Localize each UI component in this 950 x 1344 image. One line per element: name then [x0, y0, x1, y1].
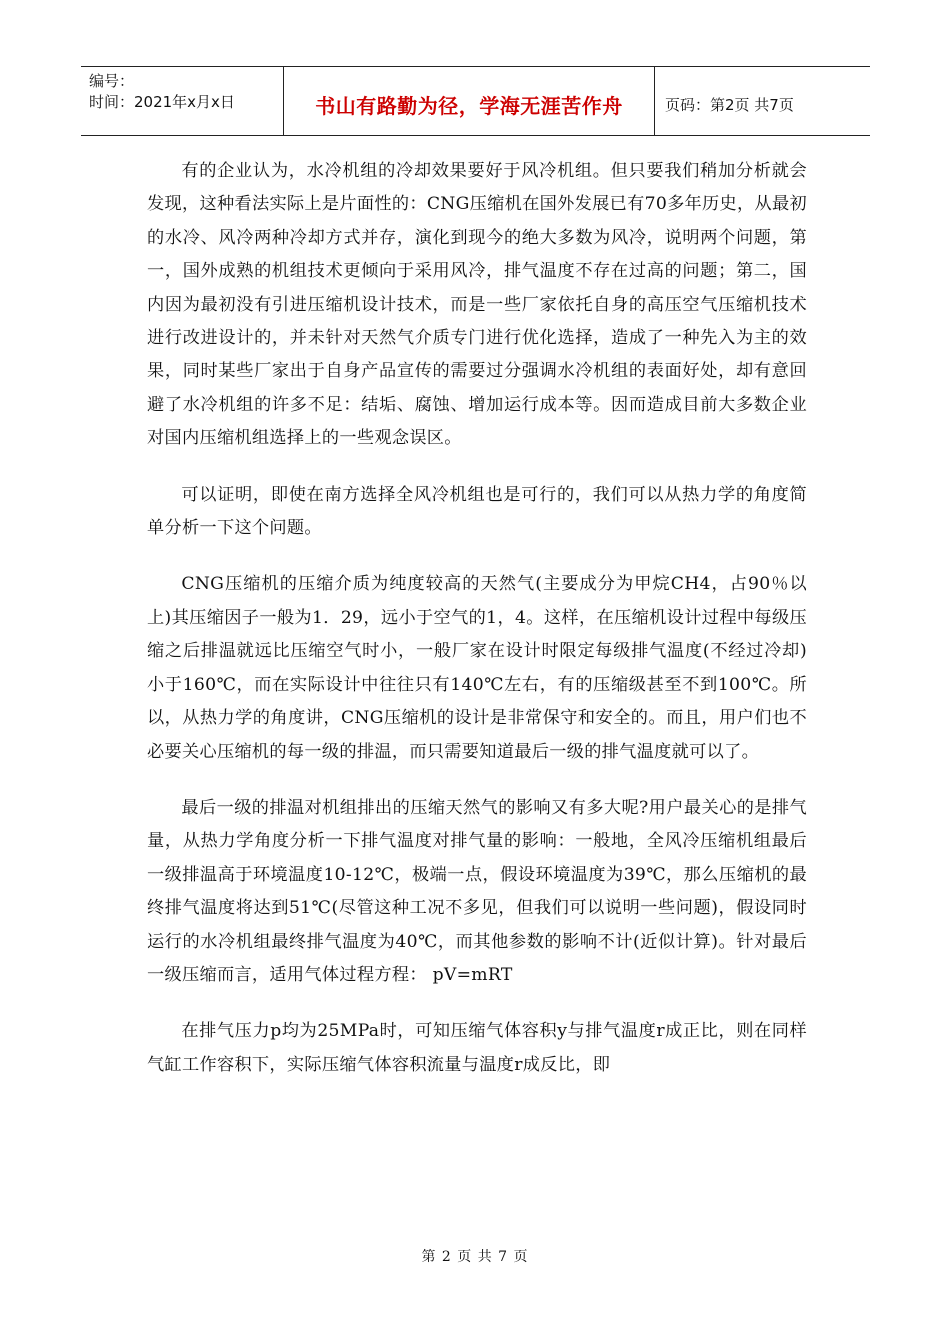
body-paragraph: 在排气压力p均为25MPa时，可知压缩气体容积y与排气温度r成正比，则在同样气缸工作容积下，实际压缩气体容积流量与温度r成反比，即 — [147, 1021, 807, 1075]
header-motto: 书山有路勤为径，学海无涯苦作舟 — [283, 67, 655, 135]
document-code-label: 编号： — [89, 72, 135, 90]
body-paragraph: 最后一级的排温对机组排出的压缩天然气的影响又有多大呢?用户最关心的是排气量，从热力学角度分析一下排气温度对排气量的影响：一般地，全风冷压缩机组最后一级排温高于环境温度10-12℃，极端一点，假设环境温度为39℃，那么压缩机的最终排气温度将达到51℃(尽管这种工况不多见，但我们可以说明一些问题)，假设同时运行的水冷机组最终排气温度为40℃，而其他参数的影响不计(近似计算)。针对最后一级压缩而言，适用气体过程方程： pV=mRT — [147, 797, 807, 985]
body-paragraph: CNG压缩机的压缩介质为纯度较高的天然气(主要成分为甲烷CH4，占90％以上)其压缩因子一般为1．29，远小于空气的1，4。这样，在压缩机设计过程中每级压缩之后排温就远比压缩空气时小，一般厂家在设计时限定每级排气温度(不经过冷却)小于160℃，而在实际设计中往往只有140℃左右，有的压缩级甚至不到100℃。所以，从热力学的角度讲，CNG压缩机的设计是非常保守和安全的。而且，用户们也不必要关心压缩机的每一级的排温，而只需要知道最后一级的排气温度就可以了。 — [147, 574, 807, 762]
header-page-number: 页码：第2页 共7页 — [665, 95, 794, 114]
body-paragraph: 可以证明，即使在南方选择全风冷机组也是可行的，我们可以从热力学的角度简单分析一下这个问题。 — [147, 484, 807, 539]
document-time-label: 时间：2021年x月x日 — [89, 93, 235, 111]
page-footer: 第 2 页 共 7 页 — [421, 1249, 529, 1265]
header-meta — [81, 67, 283, 135]
page-header — [81, 66, 870, 136]
document-body — [147, 155, 807, 1082]
body-paragraph: 有的企业认为，水冷机组的冷却效果要好于风冷机组。但只要我们稍加分析就会发现，这种看法实际上是片面性的：CNG压缩机在国外发展已有70多年历史，从最初的水冷、风冷两种冷却方式并存，演化到现今的绝大多数为风冷，说明两个问题，第一，国外成熟的机组技术更倾向于采用风冷，排气温度不存在过高的问题；第二，国内因为最初没有引进压缩机设计技术，而是一些厂家依托自身的高压空气压缩机技术进行改进设计的，并未针对天然气介质专门进行优化选择，造成了一种先入为主的效果，同时某些厂家出于自身产品宣传的需要过分强调水冷机组的表面好处，却有意回避了水冷机组的许多不足：结垢、腐蚀、增加运行成本等。因而造成目前大多数企业对国内压缩机组选择上的一些观念误区。 — [147, 161, 807, 449]
